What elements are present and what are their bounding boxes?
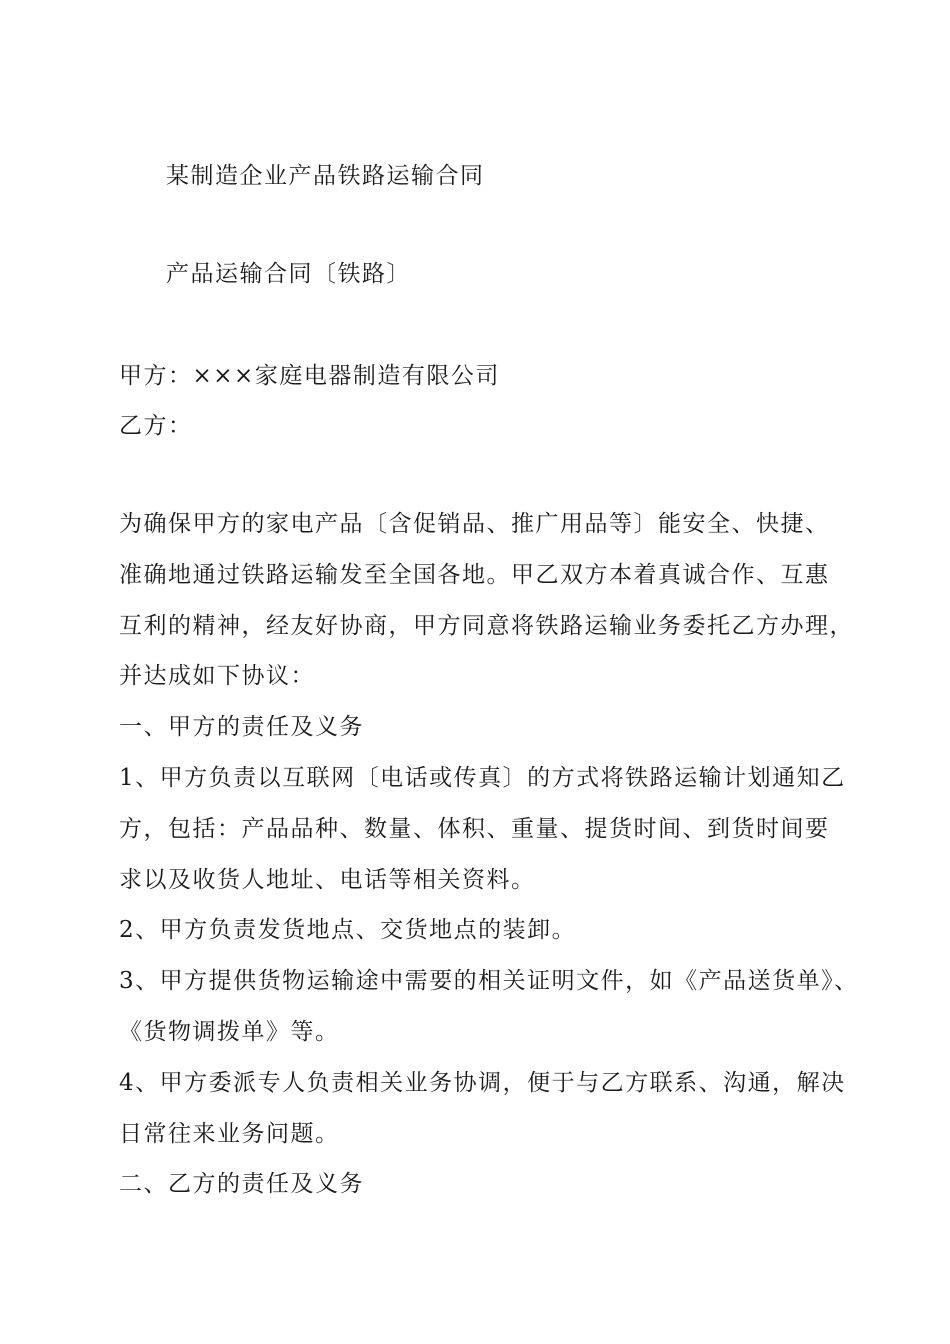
body-line: 3、甲方提供货物运输途中需要的相关证明文件，如《产品送货单》、 [119, 968, 859, 995]
section-heading: 二、乙方的责任及义务 [119, 1171, 364, 1198]
section-heading: 一、甲方的责任及义务 [119, 714, 364, 741]
body-line: 日常往来业务问题。 [119, 1120, 340, 1147]
body-line: 1、甲方负责以互联网〔电话或传真〕的方式将铁路运输计划通知乙 [119, 764, 846, 791]
body-line: 4、甲方委派专人负责相关业务协调，便于与乙方联系、沟通，解决 [119, 1069, 846, 1096]
document-title: 某制造企业产品铁路运输合同 [166, 163, 485, 189]
body-line: 2、甲方负责发货地点、交货地点的装卸。 [119, 917, 577, 944]
body-line: 准确地通过铁路运输发至全国各地。甲乙双方本着真诚合作、互惠 [119, 561, 830, 588]
contract-body [119, 508, 859, 1219]
body-line: 求以及收货人地址、电话等相关资料。 [119, 866, 536, 893]
document-subtitle: 产品运输合同〔铁路〕 [166, 261, 411, 287]
body-line: 并达成如下协议： [119, 663, 315, 690]
body-line: 互利的精神，经友好协商，甲方同意将铁路运输业务委托乙方办理， [119, 612, 854, 639]
body-line: 为确保甲方的家电产品〔含促销品、推广用品等〕能安全、快捷、 [119, 511, 830, 537]
party-b: 乙方： [119, 413, 193, 439]
body-line: 方，包括：产品品种、数量、体积、重量、提货时间、到货时间要 [119, 815, 830, 842]
body-line: 《货物调拨单》等。 [119, 1018, 340, 1045]
party-a: 甲方：×××家庭电器制造有限公司 [119, 363, 500, 389]
